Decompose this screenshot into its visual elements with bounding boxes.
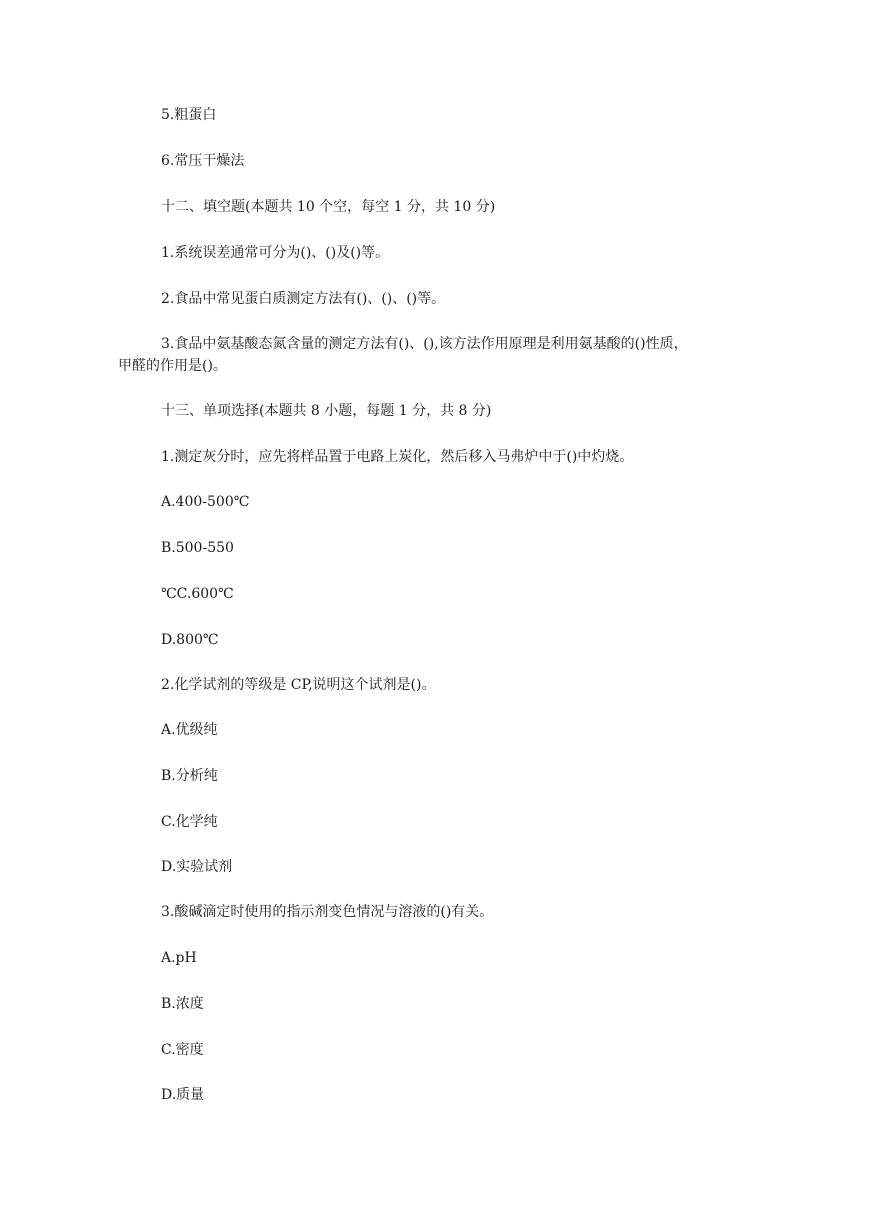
- q3-option-d: D.质量: [161, 1087, 205, 1103]
- fill-blank-question-1: 1.系统误差通常可分为()、()及()等。: [161, 245, 390, 261]
- choice-question-1: 1.测定灰分时，应先将样品置于电路上炭化，然后移入马弗炉中于()中灼烧。: [161, 449, 634, 465]
- answer-item-5: 5.粗蛋白: [161, 107, 217, 123]
- fill-blank-question-3: [118, 333, 758, 377]
- q3-option-c: C.密度: [161, 1042, 204, 1058]
- choice-question-2: 2.化学试剂的等级是 CP,说明这个试剂是()。: [161, 677, 436, 693]
- fill-blank-question-2: 2.食品中常见蛋白质测定方法有()、()、()等。: [161, 291, 446, 307]
- q1-option-a: A.400-500℃: [161, 494, 250, 510]
- q1-option-d: D.800℃: [161, 632, 219, 648]
- q3-option-b: B.浓度: [161, 996, 204, 1012]
- q2-option-d: D.实验试剂: [161, 859, 233, 875]
- q2-option-b: B.分析纯: [161, 768, 218, 784]
- q2-option-a: A.优级纯: [161, 722, 218, 738]
- q2-option-c: C.化学纯: [161, 814, 218, 830]
- answer-item-6: 6.常压干燥法: [161, 153, 245, 169]
- question-3-line-1: 3.食品中氨基酸态氮含量的测定方法有()、(),该方法作用原理是利用氨基酸的()性质，: [161, 336, 688, 352]
- question-3-line-2: 甲醛的作用是()。: [118, 358, 227, 374]
- section-heading-single-choice: 十三、单项选择(本题共 8 小题，每题 1 分，共 8 分): [161, 403, 492, 419]
- q1-option-b: B.500-550: [161, 540, 234, 556]
- q1-option-c: ℃C.600℃: [161, 586, 234, 602]
- choice-question-3: 3.酸碱滴定时使用的指示剂变色情况与溶液的()有关。: [161, 904, 494, 920]
- q3-option-a: A.pH: [161, 950, 197, 966]
- section-heading-fill-blank: 十二、填空题(本题共 10 个空，每空 1 分，共 10 分): [161, 199, 496, 215]
